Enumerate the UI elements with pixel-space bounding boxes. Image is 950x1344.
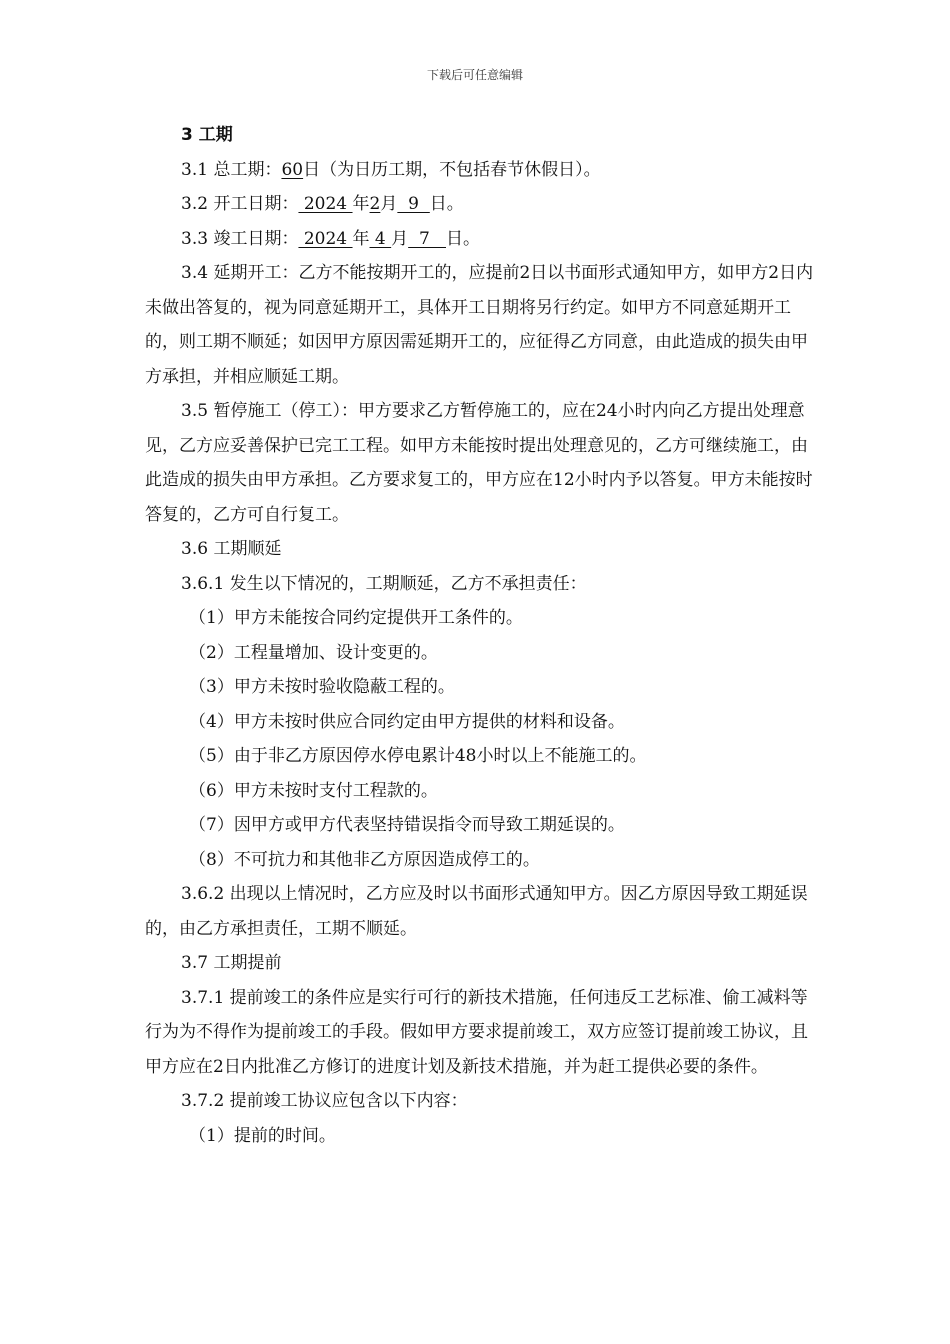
list-item: （1）甲方未能按合同约定提供开工条件的。 [189, 608, 523, 628]
clause-3-7: 3.7 工期提前 [181, 953, 282, 973]
list-item: （5）由于非乙方原因停水停电累计48小时以上不能施工的。 [189, 746, 647, 766]
start-day-value: 9 [397, 194, 430, 214]
end-day-value: 7 [408, 228, 446, 249]
end-year-value: 2024 [298, 228, 353, 249]
list-item: （4）甲方未按时供应合同约定由甲方提供的材料和设备。 [189, 711, 625, 732]
clause-3-7-1: 3.7.1 提前竣工的条件应是实行可行的新技术措施，任何违反工艺标准、偷工减料等行为为不得作为提前竣工的手段。假如甲方要求提前竣工，双方应签订提前竣工协议，且甲方应在2日内批准乙方修订的进度计划及新技术措施，并为赶工提供必要的条件。 [145, 987, 808, 1077]
start-month-value: 2 [369, 194, 381, 214]
end-month-value: 4 [369, 228, 392, 249]
clause-3-3: 3.3 竣工日期： 2024 年 4 月 7 日。 [181, 228, 480, 249]
list-item: （6）甲方未按时支付工程款的。 [189, 780, 438, 801]
header-note: 下载后可任意编辑 [426, 68, 523, 82]
clause-3-5: 3.5 暂停施工（停工）：甲方要求乙方暂停施工的，应在24小时内向乙方提出处理意见，乙方应妥善保护已完工工程。如甲方未能按时提出处理意见的，乙方可继续施工，由此造成的损失由甲方承担。乙方要求复工的，甲方应在12小时内予以答复。甲方未能按时答复的，乙方可自行复工。 [145, 401, 813, 525]
clause-3-6-1: 3.6.1 发生以下情况的，工期顺延，乙方不承担责任： [181, 573, 587, 594]
clause-3-7-2: 3.7.2 提前竣工协议应包含以下内容： [181, 1091, 468, 1111]
list-item: （8）不可抗力和其他非乙方原因造成停工的。 [189, 849, 540, 870]
clause-3-6-2: 3.6.2 出现以上情况时，乙方应及时以书面形式通知甲方。因乙方原因导致工期延误的，由乙方承担责任，工期不顺延。 [145, 884, 808, 939]
list-item: （7）因甲方或甲方代表坚持错误指令而导致工期延误的。 [189, 815, 625, 835]
list-item: （3）甲方未按时验收隐蔽工程的。 [189, 677, 455, 697]
clause-3-6: 3.6 工期顺延 [181, 539, 282, 559]
section-heading: 3 工期 [181, 125, 233, 145]
list-item: （1）提前的时间。 [189, 1125, 336, 1146]
start-year-value: 2024 [298, 194, 353, 214]
clause-3-4: 3.4 延期开工：乙方不能按期开工的，应提前2日以书面形式通知甲方，如甲方2日内未做出答复的，视为同意延期开工，具体开工日期将另行约定。如甲方不同意延期开工的，则工期不顺延；如因甲方原因需延期开工的，应征得乙方同意，由此造成的损失由甲方承担，并相应顺延工期。 [145, 263, 814, 387]
document-body [145, 118, 815, 1153]
clause-3-2: 3.2 开工日期： 2024 年2月 9 日。 [181, 194, 464, 214]
clause-3-1: 3.1 总工期：60日（为日历工期，不包括春节休假日）。 [181, 159, 601, 180]
list-item: （2）工程量增加、设计变更的。 [189, 642, 438, 663]
total-days-value: 60 [281, 159, 304, 180]
